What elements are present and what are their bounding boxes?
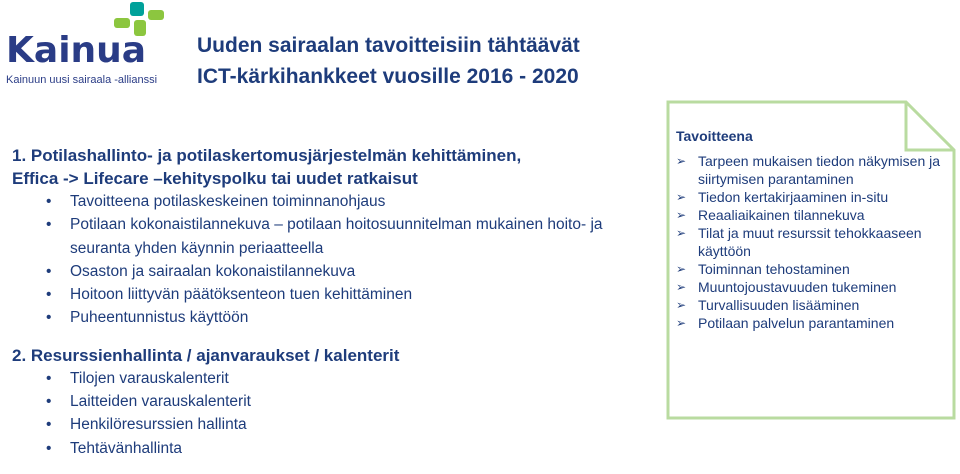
goals-list <box>676 152 948 332</box>
slide-title <box>197 30 580 92</box>
goal-item: ➢ Turvallisuuden lisääminen <box>676 297 860 313</box>
goals-box-content <box>676 128 948 332</box>
arrow-bullet-icon: ➢ <box>676 262 687 276</box>
arrow-bullet-icon: ➢ <box>676 154 687 168</box>
list-item: • Osaston ja sairaalan kokonaistilannekuva <box>12 260 652 283</box>
list-item: • Henkilöresurssien hallinta <box>12 413 652 436</box>
section-1-heading-line-2: Effica -> Lifecare –kehityspolku tai uudet ratkaisut <box>12 169 418 188</box>
section-1-heading <box>12 144 652 190</box>
arrow-bullet-icon: ➢ <box>676 316 687 330</box>
list-item: • Tilojen varauskalenterit <box>12 367 652 390</box>
bullet-icon: • <box>46 393 52 411</box>
kainua-logo <box>4 0 174 92</box>
list-item: • Hoitoon liittyvän päätöksenteon tuen kehittäminen <box>12 283 652 306</box>
goal-item: ➢ Toiminnan tehostaminen <box>676 261 850 277</box>
list-item: • Tavoitteena potilaskeskeinen toiminnanohjaus <box>12 190 652 213</box>
bullet-icon: • <box>46 193 52 210</box>
arrow-bullet-icon: ➢ <box>676 208 687 222</box>
logo-tagline: Kainuun uusi sairaala -allianssi <box>6 74 158 86</box>
goal-item: ➢ Reaaliaikainen tilannekuva <box>676 207 865 223</box>
arrow-bullet-icon: ➢ <box>676 280 687 294</box>
bullet-icon: • <box>46 262 52 280</box>
bullet-icon: • <box>46 439 52 457</box>
section-1-list <box>12 190 652 330</box>
title-line-2: ICT-kärkihankkeet vuosille 2016 - 2020 <box>197 65 579 88</box>
main-content <box>12 144 652 460</box>
goal-item: ➢ Tilat ja muut resurssit tehokkaaseen käyttöön <box>676 225 922 259</box>
goal-item: ➢ Muuntojoustavuuden tukeminen <box>676 279 897 295</box>
bullet-icon: • <box>46 416 52 434</box>
arrow-bullet-icon: ➢ <box>676 190 687 204</box>
title-line-1: Uuden sairaalan tavoitteisiin tähtäävät <box>197 34 580 57</box>
list-item: • Laitteiden varauskalenterit <box>12 390 652 413</box>
section-2-list <box>12 367 652 460</box>
goal-item: ➢ Tarpeen mukaisen tiedon näkymisen ja siirtymisen parantaminen <box>676 153 941 187</box>
goals-box <box>666 100 956 420</box>
bullet-icon: • <box>46 309 52 327</box>
list-item: • Puheentunnistus käyttöön <box>12 306 652 329</box>
arrow-bullet-icon: ➢ <box>676 226 687 240</box>
bullet-icon: • <box>46 369 52 387</box>
bullet-icon: • <box>46 286 52 304</box>
section-2-heading: 2. Resurssienhallinta / ajanvaraukset / kalenterit <box>12 345 400 365</box>
goal-item: ➢ Tiedon kertakirjaaminen in-situ <box>676 189 889 205</box>
arrow-bullet-icon: ➢ <box>676 298 687 312</box>
goals-box-title: Tavoitteena <box>676 128 753 144</box>
section-1-heading-line-1: 1. Potilashallinto- ja potilaskertomusjärjestelmän kehittäminen, <box>12 146 522 165</box>
logo-wordmark: Kainua <box>6 30 147 71</box>
bullet-icon: • <box>46 216 52 234</box>
goal-item: ➢ Potilaan palvelun parantaminen <box>676 315 895 331</box>
list-item: • Tehtävänhallinta <box>12 437 652 460</box>
list-item: • Potilaan kokonaistilannekuva – potilaan hoitosuunnitelman mukainen hoito- ja seuranta yhden käynnin periaatteella <box>12 213 652 260</box>
